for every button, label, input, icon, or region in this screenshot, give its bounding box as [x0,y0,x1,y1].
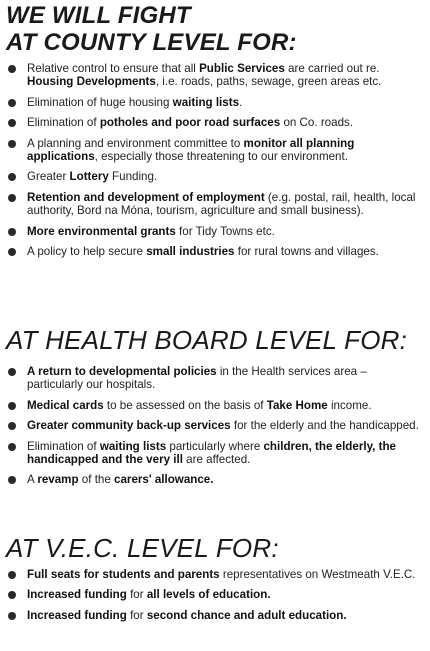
item-text: representatives on Westmeath V.E.C. [219,568,416,581]
bullet-icon [8,443,16,451]
item-text: are affected. [182,453,251,467]
county-list [0,62,430,265]
item-text: for [126,608,147,622]
list-item [0,609,430,622]
list-item [0,116,430,129]
vec-list [0,568,430,629]
item-text: particularly where [166,439,264,453]
bullet-icon [8,228,16,236]
item-text: in the Health services area – particularly our hospitals. [27,365,367,392]
list-item [0,365,430,392]
list-item [0,568,430,581]
item-text: Elimination of [27,439,100,453]
item-text: of the [78,473,115,487]
bullet-icon [8,119,16,127]
item-text: to be assessed on the basis of [103,398,267,412]
bullet-icon [8,591,16,599]
health-heading: AT HEALTH BOARD LEVEL FOR: [6,325,408,355]
emphasis-text: all levels of education. [146,588,271,602]
item-text: Elimination of [27,116,100,130]
emphasis-text: Public Services [199,62,285,75]
item-text: A policy to help secure [27,245,147,259]
item-text: for rural towns and villages. [234,245,379,259]
county-heading-line2: AT COUNTY LEVEL FOR: [6,29,297,56]
item-text: . [239,95,243,109]
emphasis-text: More environmental grants [27,224,176,238]
list-item [0,419,430,432]
emphasis-text: Take Home [266,398,328,412]
emphasis-text: children, the elderly, the handicapped and the very ill [27,439,396,467]
emphasis-text: Medical cards [27,398,104,412]
list-item [0,62,430,89]
item-text: Greater [27,170,70,184]
item-text: for the elderly and the handicapped. [230,419,419,433]
emphasis-text: revamp [37,473,79,487]
emphasis-text: A return to developmental policies [27,365,217,378]
emphasis-text: potholes and poor road surfaces [99,116,281,130]
emphasis-text: Full seats for students and parents [27,568,220,581]
item-text: A planning and environment committee to [27,136,244,150]
bullet-icon [8,571,16,579]
emphasis-text: Lottery [69,170,109,184]
bullet-icon [8,140,16,148]
list-item [0,225,430,238]
county-heading [6,2,297,56]
emphasis-text: carers' allowance. [114,473,214,487]
list-item [0,399,430,412]
emphasis-text: Greater community back-up services [27,419,231,433]
item-text: income. [327,398,372,412]
emphasis-text: Increased funding [27,608,127,622]
emphasis-text: Retention and development of employment [27,190,265,204]
list-item [0,245,430,258]
item-text: , especially those threatening to our environment. [94,150,348,164]
emphasis-text: monitor all planning applications [27,136,355,164]
list-item [0,96,430,109]
vec-heading: AT V.E.C. LEVEL FOR: [6,533,279,563]
bullet-icon [8,476,16,484]
list-item [0,191,430,218]
bullet-icon [8,248,16,256]
list-item [0,473,430,486]
bullet-icon [8,173,16,181]
emphasis-text: Housing Developments [27,75,156,89]
bullet-icon [8,194,16,202]
emphasis-text: waiting lists [99,439,167,453]
bullet-icon [8,402,16,410]
list-item [0,588,430,601]
item-text: for Tidy Towns etc. [175,224,275,238]
bullet-icon [8,612,16,620]
emphasis-text: waiting lists [172,95,240,109]
county-heading-line1: WE WILL FIGHT [6,2,191,29]
item-text: (e.g. postal, rail, health, local authority, Bord na Móna, tourism, agriculture and small business). [27,190,416,218]
item-text: for [126,588,147,602]
emphasis-text: Increased funding [27,588,127,602]
item-text: are carried out re. [284,62,380,75]
item-text: Elimination of huge housing [27,95,173,109]
health-list [0,365,430,494]
list-item [0,170,430,183]
emphasis-text: second chance and adult education. [146,608,347,622]
emphasis-text: small industries [146,245,235,259]
item-text: Funding. [108,170,158,184]
item-text: Relative control to ensure that all [27,62,200,75]
item-text: on Co. roads. [280,116,354,130]
item-text: , i.e. roads, paths, sewage, green areas etc. [155,75,382,89]
list-item [0,137,430,164]
bullet-icon [8,99,16,107]
bullet-icon [8,422,16,430]
bullet-icon [8,65,16,73]
list-item [0,440,430,467]
item-text: A [27,473,38,487]
bullet-icon [8,368,16,376]
